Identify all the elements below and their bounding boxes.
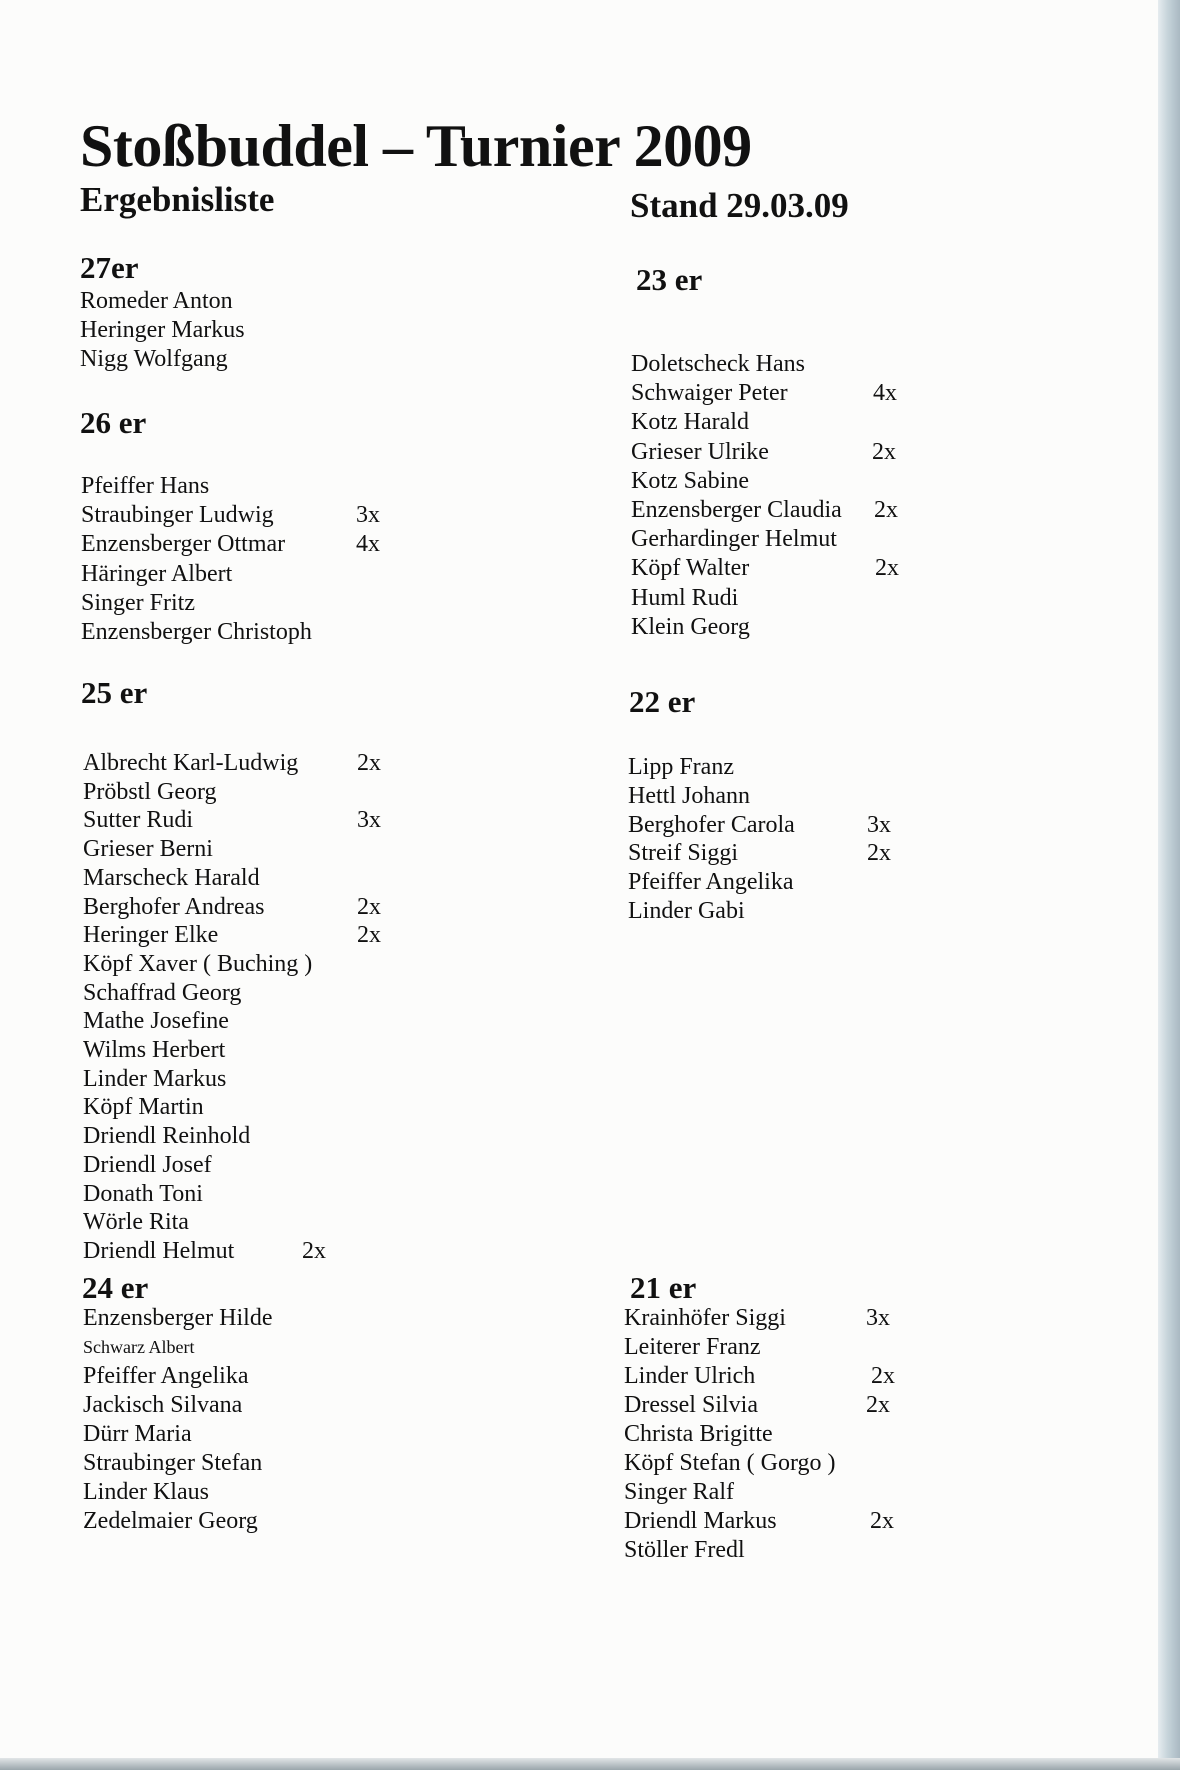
player-name: Krainhöfer Siggi xyxy=(624,1305,786,1331)
player-name: Klein Georg xyxy=(631,613,750,640)
player-name: Stöller Fredl xyxy=(624,1537,745,1563)
player-name: Pfeiffer Hans xyxy=(81,473,210,499)
player-name: Schaffrad Georg xyxy=(83,979,242,1006)
group-heading-26: 26 er xyxy=(80,405,147,440)
win-count: 4x xyxy=(873,380,897,407)
win-count: 3x xyxy=(357,807,381,834)
plastic-sleeve-edge xyxy=(1158,0,1180,1770)
player-name: Leiterer Franz xyxy=(624,1334,761,1360)
win-count: 2x xyxy=(357,893,381,920)
win-count: 2x xyxy=(874,497,898,523)
player-name: Nigg Wolfgang xyxy=(80,346,228,372)
player-name: Wilms Herbert xyxy=(83,1037,226,1063)
win-count: 3x xyxy=(866,1305,890,1331)
player-name: Streif Siggi xyxy=(628,840,739,867)
player-name: Donath Toni xyxy=(83,1180,203,1207)
player-name: Köpf Martin xyxy=(83,1094,204,1121)
player-name: Linder Markus xyxy=(83,1065,227,1092)
player-name: Kotz Harald xyxy=(631,409,749,436)
player-name: Zedelmaier Georg xyxy=(83,1508,258,1534)
player-name: Singer Ralf xyxy=(624,1479,734,1505)
player-name: Driendl Markus xyxy=(624,1508,777,1534)
player-name: Romeder Anton xyxy=(80,288,233,314)
player-name: Doletscheck Hans xyxy=(631,351,805,377)
player-name: Driendl Reinhold xyxy=(83,1123,251,1150)
group-heading-23: 23 er xyxy=(636,262,703,297)
player-name: Sutter Rudi xyxy=(83,807,194,834)
win-count: 2x xyxy=(302,1237,326,1264)
player-name: Enzensberger Hilde xyxy=(83,1305,273,1331)
player-name: Driendl Helmut xyxy=(83,1237,235,1264)
group-heading-21: 21 er xyxy=(630,1270,697,1305)
player-name: Grieser Ulrike xyxy=(631,438,769,465)
player-name: Enzensberger Ottmar xyxy=(81,531,286,558)
player-name: Schwarz Albert xyxy=(83,1337,195,1357)
player-name: Dürr Maria xyxy=(83,1421,192,1447)
player-name: Singer Fritz xyxy=(81,589,195,616)
win-count: 2x xyxy=(870,1508,894,1534)
page-title: Stoßbuddel – Turnier 2009 xyxy=(80,113,752,179)
win-count: 2x xyxy=(875,555,899,582)
win-count: 2x xyxy=(867,840,891,867)
player-name: Huml Rudi xyxy=(631,584,739,611)
player-name: Berghofer Andreas xyxy=(83,893,265,920)
player-name: Hettl Johann xyxy=(628,782,750,809)
win-count: 2x xyxy=(357,922,381,949)
group-heading-27: 27er xyxy=(80,250,139,285)
player-name: Häringer Albert xyxy=(81,560,233,587)
player-name: Pröbstl Georg xyxy=(83,778,217,805)
player-name: Driendl Josef xyxy=(83,1151,212,1178)
player-name: Lipp Franz xyxy=(628,754,734,780)
player-name: Pfeiffer Angelika xyxy=(628,869,794,896)
win-count: 2x xyxy=(872,438,896,465)
player-name: Berghofer Carola xyxy=(628,811,795,838)
group-heading-25: 25 er xyxy=(81,675,148,710)
player-name: Dressel Silvia xyxy=(624,1392,758,1418)
player-name: Jackisch Silvana xyxy=(83,1392,243,1418)
player-name: Enzensberger Christoph xyxy=(81,619,312,645)
player-name: Linder Ulrich xyxy=(624,1363,756,1389)
player-name: Straubinger Stefan xyxy=(83,1450,263,1476)
win-count: 4x xyxy=(356,531,380,558)
player-name: Heringer Elke xyxy=(83,922,219,949)
win-count: 2x xyxy=(871,1363,895,1389)
date-stamp: Stand 29.03.09 xyxy=(630,186,849,225)
player-name: Marscheck Harald xyxy=(83,864,260,891)
player-name: Kotz Sabine xyxy=(631,467,749,494)
player-name: Linder Klaus xyxy=(83,1479,209,1505)
player-name: Enzensberger Claudia xyxy=(631,497,842,523)
page-subtitle: Ergebnisliste xyxy=(80,180,275,219)
group-heading-22: 22 er xyxy=(629,684,696,719)
player-name: Straubinger Ludwig xyxy=(81,502,274,529)
player-name: Grieser Berni xyxy=(83,836,213,863)
win-count: 2x xyxy=(866,1392,890,1418)
player-name: Christa Brigitte xyxy=(624,1421,773,1447)
win-count: 3x xyxy=(356,502,380,529)
player-name: Köpf Xaver ( Buching ) xyxy=(83,950,313,977)
player-name: Pfeiffer Angelika xyxy=(83,1363,249,1389)
player-name: Linder Gabi xyxy=(628,898,745,924)
player-name: Wörle Rita xyxy=(83,1209,189,1236)
player-name: Köpf Walter xyxy=(631,555,750,582)
player-name: Köpf Stefan ( Gorgo ) xyxy=(624,1450,836,1476)
player-name: Schwaiger Peter xyxy=(631,380,788,407)
group-heading-24: 24 er xyxy=(82,1270,149,1305)
player-name: Mathe Josefine xyxy=(83,1008,229,1035)
page-bottom-edge xyxy=(0,1758,1180,1770)
win-count: 2x xyxy=(357,750,381,776)
player-name: Gerhardinger Helmut xyxy=(631,526,837,553)
player-name: Heringer Markus xyxy=(80,317,245,343)
player-name: Albrecht Karl-Ludwig xyxy=(83,750,299,776)
win-count: 3x xyxy=(867,811,891,838)
